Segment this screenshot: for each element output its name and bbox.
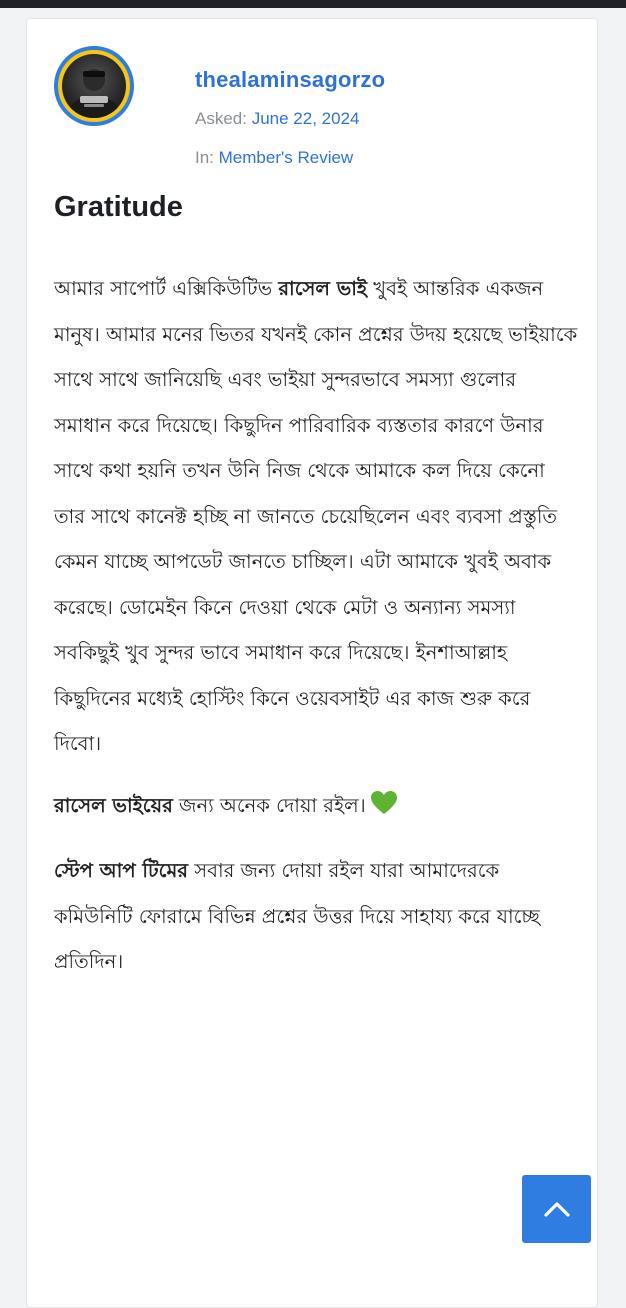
p3-bold: স্টেপ আপ টিমের bbox=[54, 859, 189, 882]
body-paragraph-1 bbox=[54, 266, 579, 767]
avatar[interactable] bbox=[54, 46, 134, 126]
p2-bold: রাসেল ভাইয়ের bbox=[54, 793, 173, 817]
p1-text-a: আমার সাপোর্ট এক্সিকিউটিভ bbox=[54, 277, 279, 300]
body-paragraph-2 bbox=[54, 783, 579, 833]
chevron-up-icon bbox=[542, 1199, 572, 1219]
p1-text-b: খুবই আন্তরিক একজন মানুষ। আমার মনের ভিতর যখনই কোন প্রশ্নের উদয় হয়েছে ভাইয়াকে সাথে সাথে জানিয়েছি এবং ভাইয়া সুন্দরভাবে সমস্যা গুলোর সমাধান করে দিয়েছে। কিছুদিন পারিবারিক ব্যস্ততার কারণে উনার সাথে কথা হয়নি তখন উনি নিজ থেকে আমাকে কল দিয়ে কেনো তার সাথে কানেক্ট হচ্ছি না জানতে চেয়েছিলেন এবং ব্যবসা প্রস্তুতি কেমন যাচ্ছে আপডেট জানতে চাচ্ছিল। এটা আমাকে খুবই অবাক করেছে। ডোমেইন কিনে দেওয়া থেকে মেটা ও অন্যান্য সমস্যা সবকিছুই খুব সুন্দর ভাবে সমাধান করে দিয়েছে। ইনশাআল্লাহ কিছুদিনের মধ্যেই হোস্টিং কিনে ওয়েবসাইট এর কাজ শুরু করে দিবো। bbox=[54, 277, 578, 755]
post-body bbox=[54, 266, 579, 985]
p1-bold: রাসেল ভাই bbox=[278, 277, 368, 300]
question-card bbox=[26, 18, 598, 1308]
asked-date[interactable]: June 22, 2024 bbox=[251, 109, 360, 128]
scroll-to-top-button[interactable] bbox=[522, 1175, 591, 1243]
p3-text: সবার জন্য দোয়া রইল যারা আমাদেরকে কমিউনিটি ফোরামে বিভিন্ন প্রশ্নের উত্তর দিয়ে সাহায্য করে যাচ্ছে প্রতিদিন। bbox=[54, 859, 540, 973]
p2-text: জন্য অনেক দোয়া রইল। bbox=[172, 793, 366, 817]
asked-label: Asked: bbox=[195, 109, 247, 128]
post-title: Gratitude bbox=[54, 191, 183, 223]
body-paragraph-3 bbox=[54, 848, 579, 985]
green-heart-icon bbox=[370, 787, 398, 833]
category-link[interactable]: Member's Review bbox=[218, 148, 354, 167]
asked-meta bbox=[195, 109, 359, 129]
in-label: In: bbox=[195, 148, 214, 167]
author-username-link[interactable]: thealaminsagorzo bbox=[195, 67, 386, 92]
user-avatar-icon bbox=[62, 54, 126, 118]
top-bar bbox=[0, 0, 626, 8]
category-meta bbox=[195, 148, 353, 168]
